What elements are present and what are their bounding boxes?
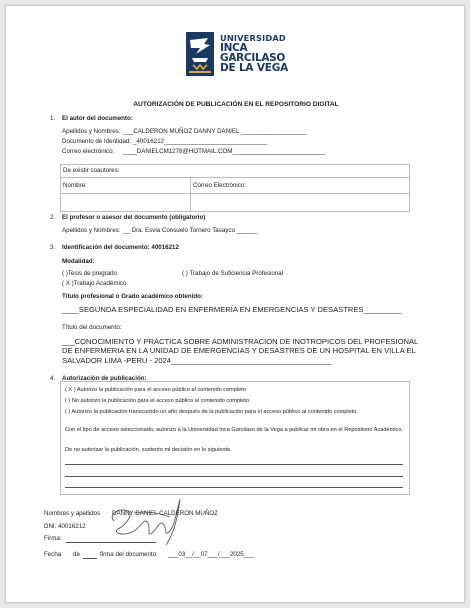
document-title: AUTORIZACIÓN DE PUBLICACIÓN EN EL REPOSITORIO DIGITAL [133,101,339,108]
section-3-heading: Identificación del documento: 40016212 [62,244,179,251]
table-divider [60,177,410,178]
handwritten-signature [104,493,196,547]
table-column-divider [190,177,191,212]
signer-dni: DNI: 40016212 [44,523,86,530]
author-id-value: _40016212______________________________ [133,138,268,145]
section-1-heading: El autor del documento: [62,115,133,122]
justification-paragraph: De no autorizar la publicación, sustento mi decisión en lo siguiente. [65,447,232,453]
signature-label: Firma: [44,535,62,542]
degree-value: ____SEGUNDA ESPECIALIDAD EN ENFERMERÍA EN EMERGENCIAS Y DESASTRES_________ [62,305,402,314]
logo-line-2: INCA GARCILASO [220,42,286,64]
signer-names-label: Nombres y apellidos [44,510,101,517]
auth-option-3: ( ) Autorizo la publicación transcurrido un año después de la publicación para el acceso público al contenido completo. [65,409,358,415]
author-email-label: Correo electrónico: [62,148,115,155]
author-names-label: Apellidos y Nombres: [62,128,121,135]
advisor-names-label: Apellidos y Nombres: [62,227,121,234]
authorization-paragraph: Con el tipo de acceso seleccionado, autorizo a la Universidad Inca Garcilaso de la Vega a publicar mi obra en el Repositorio Académico. [65,427,403,433]
date-label: Fecha [44,551,62,558]
document-page [5,5,465,603]
author-names-value: ___CALDERON MUÑOZ DANNY DANIEL ___________________ [123,128,307,135]
document-title-label: Título del documento: [62,324,122,331]
coauthor-name-column: Nombre: [63,182,87,189]
section-2-heading: El profesor o asesor del documento (obligatorio) [62,214,206,221]
justification-line [65,464,403,465]
coauthor-email-column: Correo Electrónico: [193,182,246,189]
shield-logo-icon [186,32,214,76]
option-tesis: ( )Tesis de pregrado [62,270,118,277]
table-divider [60,193,410,194]
document-title-value: ___CONOCIMIENTO Y PRACTICA SOBRE ADMINISTRACION DE INOTROPICOS DEL PROFESIONAL DE ENFERMERIA EN LA UNIDAD DE EMERGENCIAS Y DESASTRES DE UN HOSPITAL EN VILLA EL SALVADOR LIMA -PERU - 2024______________________________________ [62,337,418,365]
date-spacer-line [83,558,97,559]
option-academico: ( X )Trabajo Académico [62,280,127,287]
section-3-number: 3. [50,244,56,251]
logo-wordmark [220,33,298,73]
advisor-names-value: __ Dra. Esvia Consuelo Tornero Tasayco ______ [123,227,258,234]
signer-names-value: DANNY DANIEL CALDERON MUÑOZ [112,510,218,517]
modality-label: Modalidad: [62,258,95,265]
degree-label: Título profesional o Grado académico obtenido: [62,293,203,300]
signing-date-label: firma del documento: [100,551,158,558]
section-4-heading: Autorización de publicación: [62,375,147,382]
section-1-number: 1. [50,115,56,122]
section-2-number: 2. [50,214,56,221]
auth-option-2: ( ) No autorizo la publicación para el acceso público al contenido completo. [65,398,251,404]
signing-date-value: ___03__/__07___/___2025___ [168,551,255,558]
date-de-label: de [73,551,80,558]
author-email-value: ____DANIELCM1278@HOTMAIL.COM___________________________ [123,148,326,155]
logo-line-3: DE LA VEGA [220,62,289,74]
signature-line [66,542,156,543]
justification-line [65,476,403,477]
section-4-number: 4. [50,375,56,382]
author-id-label: Documento de Identidad: [62,138,132,145]
logo-line-1: UNIVERSIDAD [220,33,286,43]
auth-option-1: ( X ) Autorizo la publicación para el acceso público al contenido completo [65,387,246,393]
university-logo [186,32,298,78]
coauthors-label: De existir coautores: [63,167,120,174]
option-suficiencia: ( ) Trabajo de Suficiencia Profesional [182,270,284,277]
justification-line [65,487,403,488]
